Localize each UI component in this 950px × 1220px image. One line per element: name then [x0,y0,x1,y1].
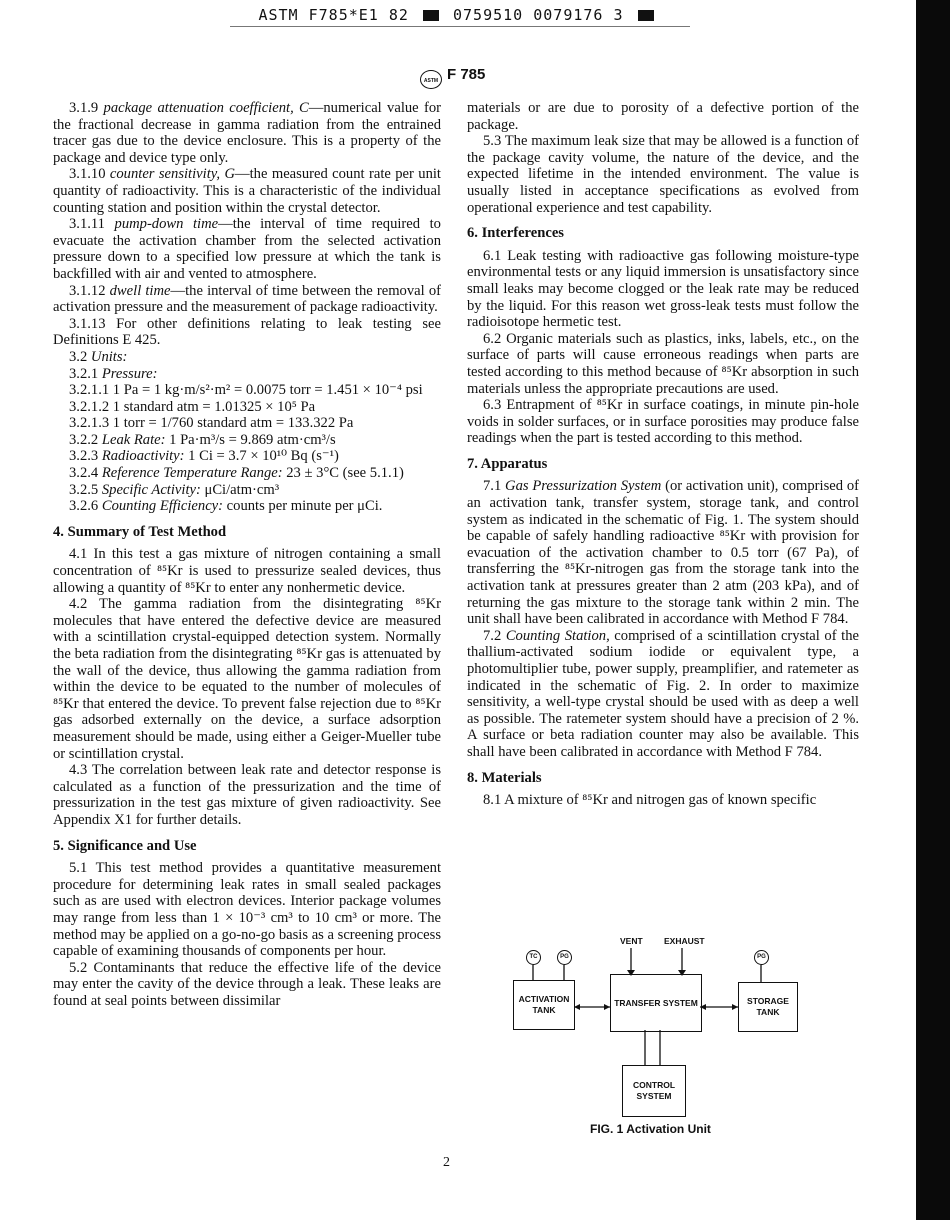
heading-section-4: 4. Summary of Test Method [53,523,227,540]
header-block-mark-2 [638,10,654,21]
right-column [467,100,859,809]
para-3-1-9: 3.1.9 package attenuation coefficient, C—numerical value for the fractional decrease in gamma radiation from the entrained tracer gas due to the device enclosure. This is a property of the package and device type only. [53,100,442,166]
para-3-2-1-3: 3.2.1.3 1 torr = 1/760 standard atm = 133.322 Pa [69,415,354,432]
header-left-code: ASTM F785*E1 82 [258,6,409,24]
pg-gauge-icon-storage: PG [754,950,769,965]
designation-number: F 785 [447,66,486,83]
figure-activation-unit [500,930,810,1140]
vent-label: VENT [620,936,643,946]
control-system-box: CONTROL SYSTEM [622,1065,686,1117]
heading-section-7: 7. Apparatus [467,455,548,472]
figure-caption: FIG. 1 Activation Unit [590,1122,711,1136]
para-3-2-6: 3.2.6 Counting Efficiency: counts per minute per μCi. [69,498,383,515]
storage-tank-box: STORAGE TANK [738,982,798,1032]
tc-gauge-icon: TC [526,950,541,965]
heading-section-6: 6. Interferences [467,225,564,242]
para-8-1: 8.1 A mixture of ⁸⁵Kr and nitrogen gas of known specific [483,792,817,809]
para-3-2-2: 3.2.2 Leak Rate: 1 Pa·m³/s = 9.869 atm·cm³/s [69,431,336,448]
para-3-1-11: 3.1.11 pump-down time—the interval of time required to evacuate the activation chamber from the selected activation pressure down to a specified low pressure at which the tank is backfilled with air and vented to atmosphere. [53,216,441,282]
heading-section-5: 5. Significance and Use [53,837,197,854]
para-3-2-5: 3.2.5 Specific Activity: μCi/atm·cm³ [69,481,280,498]
activation-tank-box: ACTIVATION TANK [513,980,575,1030]
para-7-1: 7.1 Gas Pressurization System (or activation unit), comprised of an activation tank, transfer system, storage tank, and control system as indicated in the schematic of Fig. 1. The system should be capable of safely handling radioactive ⁸⁵Kr with provision for evacuation of the activation chamber to 0.5 torr (67 Pa), of transferring the ⁸⁵Kr-nitrogen gas from the storage tank into the activation tank at pressures greater than 2 atm (203 kPa), and of returning the gas mixture to the storage tank within 2 min. The unit shall have been calibrated in accordance with Method F 784. [467,478,859,628]
para-4-1: 4.1 In this test a gas mixture of nitrogen containing a small concentration of ⁸⁵Kr is used to pressurize sealed devices, thus allowing a quantity of ⁸⁵Kr to enter any nonhermetic device. [53,546,441,596]
para-3-2-1-2: 3.2.1.2 1 standard atm = 1.01325 × 10⁵ Pa [69,398,316,415]
para-6-1: 6.1 Leak testing with radioactive gas following moisture-type environmental tests or any liquid immersion is unsatisfactory since small leaks may become clogged or the leak rate may be reduced by the liquid. For this reason wet gross-leak tests must follow the radioisotope hermetic test. [467,247,859,331]
header-right-code: 0759510 0079176 3 [452,6,624,24]
para-6-3: 6.3 Entrapment of ⁸⁵Kr in surface coatings, in minute pin-hole voids in solder surfaces, or in surface porosities may produce false readings when the part is tested according to this method. [467,397,859,447]
para-3-1-10: 3.1.10 counter sensitivity, G—the measured count rate per unit quantity of radioactivity. This is a characteristic of the individual counting station and position within the crystal detector. [53,166,441,216]
page-number: 2 [443,1155,450,1170]
pg-gauge-icon: PG [557,950,572,965]
para-5-2-continued: materials or are due to porosity of a defective portion of the package. [467,100,859,133]
para-7-2: 7.2 Counting Station, comprised of a scintillation crystal of the thallium-activated sodium iodide or equivalent type, a photomultiplier tube, power supply, preamplifier, and ratemeter as indicated in the schematic of Fig. 2. In order to maximize sensitivity, a well-type crystal should be used with as deep a well as possible. The ratemeter system should have a precision of 2 %. A surface or beta radiation counter may also be available. This shall have been calibrated in accordance with Method F 784. [467,627,859,760]
header-rule [230,26,690,27]
para-5-3: 5.3 The maximum leak size that may be allowed is a function of the package cavity volume, the nature of the device, and the expected lifetime in the intended environment. The value is usually listed in acceptance specifications as evolved from operational experience and test capability. [467,133,859,216]
scan-edge [916,0,950,1220]
para-6-2: 6.2 Organic materials such as plastics, inks, labels, etc., on the surface of parts will cause erroneous readings when parts are tested according to this method because of ⁸⁵Kr absorption in such materials unless the appropriate precautions are used. [467,330,859,397]
para-3-2-1-1: 3.2.1.1 1 Pa = 1 kg·m/s²·m² = 0.0075 torr = 1.451 × 10⁻⁴ psi [69,382,423,399]
para-4-3: 4.3 The correlation between leak rate and detector response is calculated as a function of the pressurization and the time of pressurization in the test gas mixture of given radioactivity. See Appendix X1 for further details. [53,762,441,828]
para-3-2: 3.2 Units: [69,348,128,365]
designation [420,66,485,89]
left-column [53,100,441,1009]
para-5-1: 5.1 This test method provides a quantitative measurement procedure for determining leak rates in small sealed packages such as are used with electron devices. Interior package volumes may range from less than 1 × 10⁻³ cm³ to 10 cm³ or more. The method may be applied on a go-no-go basis as a screening process capable of examining thousands of components per hour. [53,860,441,960]
para-3-2-3: 3.2.3 Radioactivity: 1 Ci = 3.7 × 10¹⁰ Bq (s⁻¹) [69,448,339,465]
para-3-1-13: 3.1.13 For other definitions relating to leak testing see Definitions E 425. [53,315,441,349]
astm-logo-icon: ASTM [420,70,442,89]
para-5-2: 5.2 Contaminants that reduce the effective life of the device may enter the cavity of the device through a leak. These leaks are found at seal points between dissimilar [53,959,441,1009]
running-header [0,6,916,24]
exhaust-label: EXHAUST [664,936,705,946]
para-4-2: 4.2 The gamma radiation from the disintegrating ⁸⁵Kr molecules that have entered the defective device are measured with a scintillation crystal-equipped detection system. Normally the beta radiation from the disintegrating ⁸⁵Kr gas is attenuated by the wall of the device, thus allowing the gamma radiation from within the device to be equated to the number of molecules of ⁸⁵Kr that entered the device. To prevent false rejection due to ⁸⁵Kr gas adsorbed externally on the device, a surface adsorption measurement should be made, using either a Geiger-Mueller tube or scintillation crystal. [53,596,441,762]
header-block-mark [423,10,439,21]
para-3-1-12: 3.1.12 dwell time—the interval of time between the removal of activation pressure and the measurement of package radioactivity. [53,282,441,316]
transfer-system-box: TRANSFER SYSTEM [610,974,702,1032]
heading-section-8: 8. Materials [467,769,542,786]
para-3-2-1: 3.2.1 Pressure: [69,365,158,382]
para-3-2-4: 3.2.4 Reference Temperature Range: 23 ± 3°C (see 5.1.1) [69,465,404,482]
